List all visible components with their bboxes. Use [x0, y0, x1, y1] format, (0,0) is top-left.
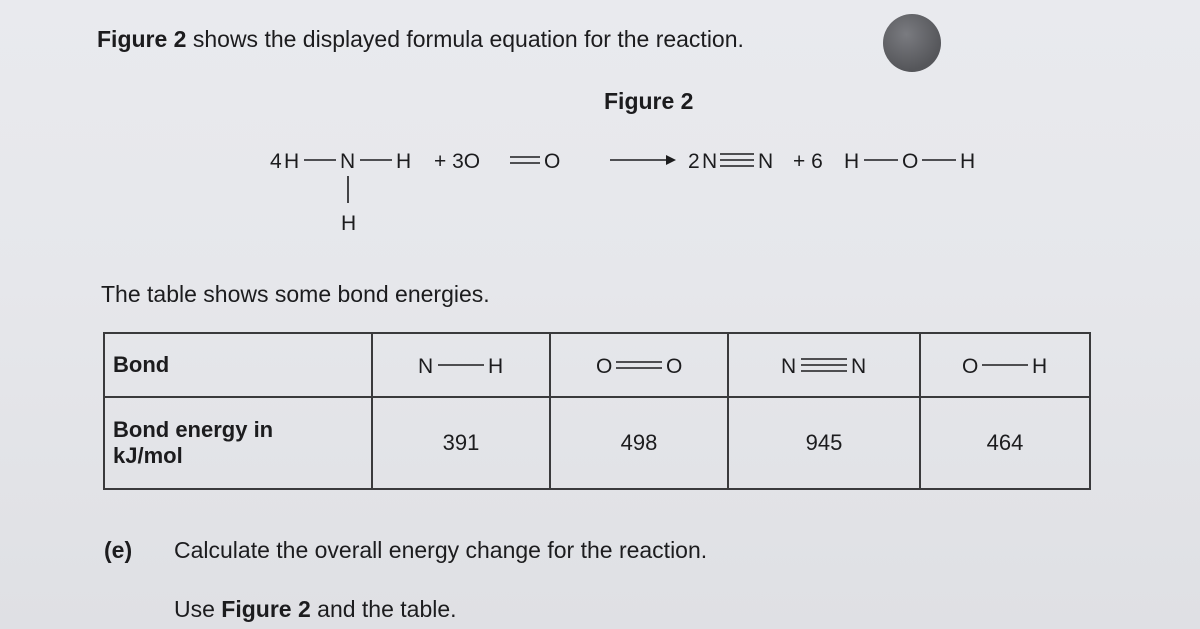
table-row — [104, 333, 1090, 397]
bond-atom-left: N — [781, 355, 797, 378]
atom-n: N — [340, 150, 356, 173]
atom-o: O — [902, 150, 919, 173]
question-text: Calculate the overall energy change for the reaction. — [174, 537, 708, 563]
energy-value-nh: 391 — [372, 397, 550, 489]
intro-sentence: shows the displayed formula equation for the reaction. — [186, 26, 744, 52]
energy-value-oo: 498 — [550, 397, 728, 489]
energy-value-nn: 945 — [728, 397, 920, 489]
atom-h: H — [341, 212, 357, 235]
use-suffix: and the table. — [310, 596, 457, 622]
reaction-equation — [270, 148, 1030, 248]
bond-atom-right: N — [851, 355, 867, 378]
bond-atom-left: N — [418, 355, 434, 378]
atom-h: H — [284, 150, 300, 173]
intro-text — [97, 26, 744, 53]
dark-circle-mark — [883, 14, 941, 72]
bond-symbol — [373, 350, 549, 380]
table-row — [104, 397, 1090, 489]
bond-atom-right: H — [488, 355, 504, 378]
bond-cell — [372, 333, 550, 397]
bond-cell — [728, 333, 920, 397]
bond-atom-left: O — [596, 355, 613, 378]
arrow-head — [666, 155, 676, 165]
figure-title: Figure 2 — [604, 88, 694, 114]
row-label-energy — [104, 397, 372, 489]
bond-diagram — [416, 350, 506, 380]
atom-n: N — [702, 150, 718, 173]
product2-prefix: + 6 — [793, 150, 823, 173]
atom-h: H — [396, 150, 412, 173]
bond-symbol — [921, 350, 1089, 380]
atom-h: H — [960, 150, 976, 173]
bond-diagram — [960, 350, 1050, 380]
coef-2: 2 — [688, 150, 700, 173]
use-figure-ref: Figure 2 — [221, 596, 311, 622]
figure-ref: Figure 2 — [97, 26, 187, 52]
row-label-bond: Bond — [104, 333, 372, 397]
bond-cell — [550, 333, 728, 397]
bond-atom-right: H — [1032, 355, 1048, 378]
use-prefix: Use — [174, 596, 222, 622]
bond-symbol — [551, 350, 727, 380]
bond-diagram — [779, 350, 869, 380]
table-intro-text: The table shows some bond energies. — [101, 281, 490, 307]
atom-h: H — [844, 150, 860, 173]
bond-energy-table — [103, 332, 1091, 490]
bond-cell — [920, 333, 1090, 397]
atom-n: N — [758, 150, 774, 173]
row-label-line: Bond energy in — [113, 417, 274, 442]
bond-atom-right: O — [666, 355, 683, 378]
bond-atom-left: O — [962, 355, 979, 378]
coef-4: 4 — [270, 150, 282, 173]
atom-o: O — [544, 150, 561, 173]
row-label-line: kJ/mol — [113, 443, 183, 468]
bond-diagram — [594, 350, 684, 380]
reactant2-prefix: + 3O — [434, 150, 481, 173]
energy-value-oh: 464 — [920, 397, 1090, 489]
question-instruction — [174, 596, 457, 623]
bond-symbol — [729, 350, 919, 380]
question-label: (e) — [104, 537, 133, 563]
